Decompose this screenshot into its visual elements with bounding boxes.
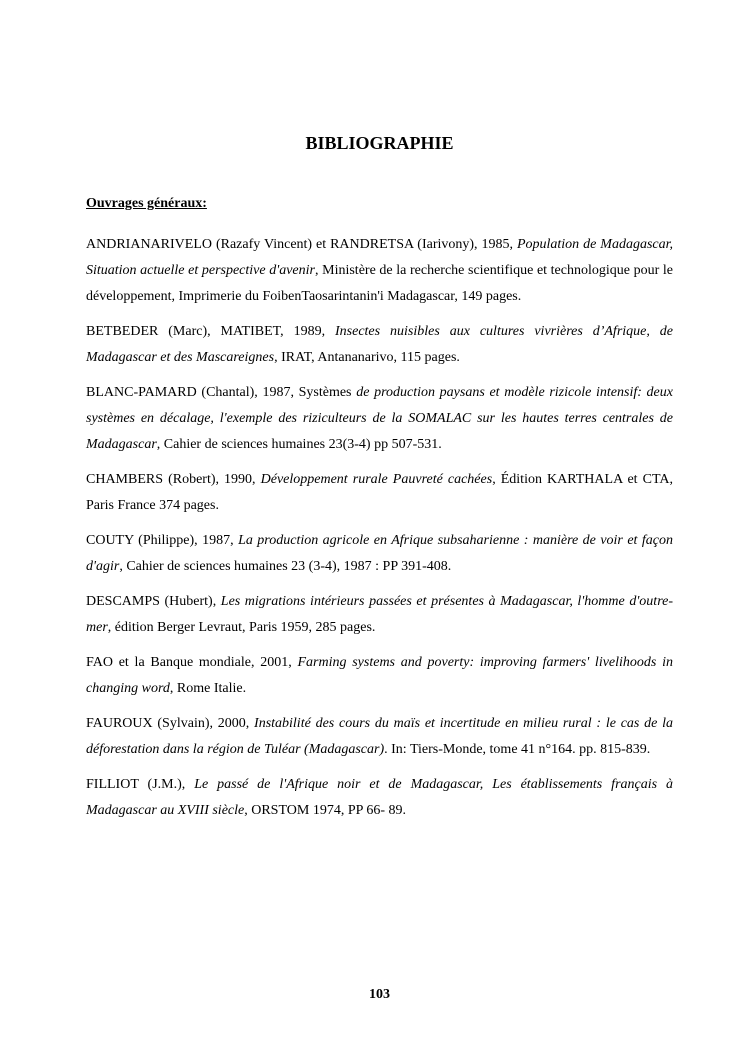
reference-andrianarivelo bbox=[86, 232, 673, 310]
reference-text: FAO et la Banque mondiale, 2001, bbox=[86, 655, 298, 670]
reference-couty bbox=[86, 528, 673, 580]
document-page bbox=[86, 0, 673, 1053]
page-number: 103 bbox=[369, 987, 390, 1002]
reference-text: CHAMBERS (Robert), 1990, bbox=[86, 472, 261, 487]
reference-title: Développement rurale Pauvreté cachées bbox=[260, 472, 493, 487]
reference-blanc-pamard bbox=[86, 380, 673, 458]
reference-title: Instabilité des cours du maïs et incertitude en milieu rural : le cas de la déforestation dans la région de Tuléar (Madagascar) bbox=[86, 716, 673, 757]
reference-filliot bbox=[86, 772, 673, 824]
reference-text: COUTY (Philippe), 1987, bbox=[86, 533, 239, 548]
reference-text: ANDRIANARIVELO (Razafy Vincent) et RANDRETSA (Iarivony), 1985, bbox=[86, 237, 517, 252]
reference-text: , Cahier de sciences humaines 23 (3-4), 1987 : PP 391-408. bbox=[119, 559, 452, 574]
reference-chambers bbox=[86, 467, 673, 519]
reference-text: , Ministère de la recherche scientifique et technologique pour le développement, Imprimerie du FoibenTaosarintanin'i Madagascar, 149 pages. bbox=[86, 263, 674, 304]
reference-text: . In: Tiers-Monde, tome 41 n°164. pp. 815-839. bbox=[384, 742, 651, 757]
reference-betbeder bbox=[86, 319, 673, 371]
reference-title: de production paysans et modèle rizicole intensif: deux systèmes en décalage, l'exemple des riziculteurs de la SOMALAC sur les hautes terres centrales de Madagascar bbox=[86, 385, 673, 452]
reference-text: , Rome Italie. bbox=[169, 681, 247, 696]
reference-fao bbox=[86, 650, 673, 702]
reference-text: BETBEDER (Marc), MATIBET, 1989, bbox=[86, 324, 335, 339]
reference-descamps bbox=[86, 589, 673, 641]
reference-text: , IRAT, Antananarivo, 115 pages. bbox=[274, 350, 460, 365]
section-heading: Ouvrages généraux: bbox=[86, 196, 207, 211]
reference-title: La production agricole en Afrique subsaharienne : manière de voir et façon d'agir bbox=[86, 533, 673, 574]
reference-text: , ORSTOM 1974, PP 66- 89. bbox=[244, 803, 407, 818]
reference-text: , Cahier de sciences humaines 23(3-4) pp 507-531. bbox=[156, 437, 442, 452]
reference-text: , édition Berger Levraut, Paris 1959, 285 pages. bbox=[107, 620, 376, 635]
reference-text: FAUROUX (Sylvain), 2000, bbox=[86, 716, 255, 731]
reference-list bbox=[86, 232, 673, 833]
reference-title: Les migrations intérieurs passées et présentes à Madagascar, l'homme d'outre-mer bbox=[86, 594, 674, 635]
reference-fauroux bbox=[86, 711, 673, 763]
reference-title: Le passé de l'Afrique noir et de Madagascar, Les établissements français à Madagascar au XVIII siècle bbox=[86, 777, 673, 818]
reference-text: FILLIOT (J.M.), bbox=[86, 777, 195, 792]
page-title: BIBLIOGRAPHIE bbox=[305, 133, 454, 153]
reference-title: Farming systems and poverty: improving farmers' livelihoods in changing word bbox=[86, 655, 673, 696]
reference-text: , Édition KARTHALA et CTA, Paris France 374 pages. bbox=[86, 472, 673, 513]
reference-text: BLANC-PAMARD (Chantal), 1987, Systèmes bbox=[86, 385, 357, 400]
reference-title: Population de Madagascar, Situation actuelle et perspective d'avenir bbox=[86, 237, 673, 278]
reference-title: Insectes nuisibles aux cultures vivrières d’Afrique, de Madagascar et des Mascareignes bbox=[86, 324, 673, 365]
reference-text: DESCAMPS (Hubert), bbox=[86, 594, 221, 609]
